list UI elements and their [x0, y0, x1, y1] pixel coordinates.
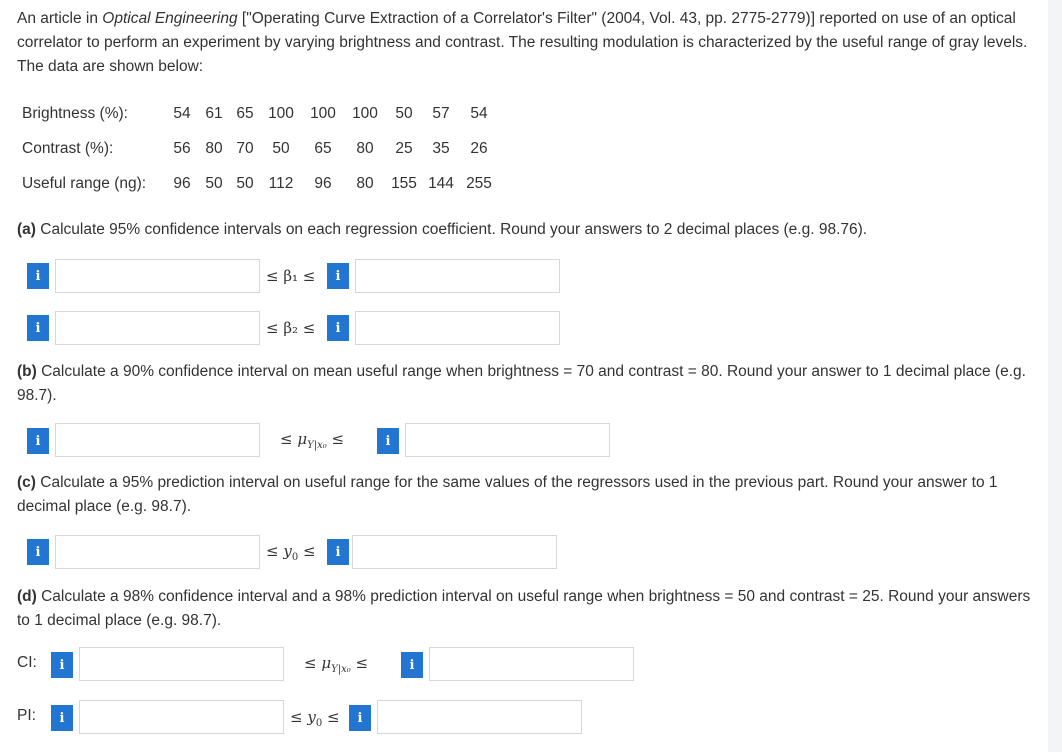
info-icon[interactable]: i: [401, 652, 423, 678]
y0-symbol: ≤ $y_0$ ≤: [266, 542, 316, 563]
scrollbar-track[interactable]: [1048, 0, 1062, 752]
info-icon[interactable]: i: [327, 539, 349, 565]
pi-upper-input-d[interactable]: [377, 700, 582, 734]
info-icon[interactable]: i: [27, 315, 49, 341]
info-icon[interactable]: i: [51, 705, 73, 731]
info-icon[interactable]: i: [51, 652, 73, 678]
mean-ci-upper-input[interactable]: [405, 423, 610, 457]
beta2-symbol: ≤ β₂ ≤: [266, 319, 316, 337]
beta1-upper-input[interactable]: [355, 259, 560, 293]
info-icon[interactable]: i: [27, 263, 49, 289]
beta1-lower-input[interactable]: [55, 259, 260, 293]
ci-lower-input[interactable]: [79, 647, 284, 681]
beta2-lower-input[interactable]: [55, 311, 260, 345]
question-a: (a) Calculate 95% confidence intervals on each regression coefficient. Round your answers to 2 decimal places (e.g. 98.76).: [17, 221, 868, 238]
row-label-useful-range: Useful range (ng):: [22, 174, 147, 192]
info-icon[interactable]: i: [27, 539, 49, 565]
mu-y-given-x0-symbol: ≤ $\mu_{Y|x_0}$ ≤: [304, 654, 369, 675]
journal-name: Optical Engineering: [102, 10, 238, 27]
table-row: Useful range (ng): 96 50 50 112 96 80 155 144 255: [22, 166, 498, 201]
mu-y-given-x0-symbol: ≤ $\mu_{Y|x_0}$ ≤: [280, 430, 345, 451]
row-label-brightness: Brightness (%):: [22, 104, 128, 122]
question-c: (c) Calculate a 95% prediction interval on useful range for the same values of the regressors used in the previous part. Round your answer to 1 decimal place (e.g. 98.7).: [17, 474, 998, 515]
beta2-upper-input[interactable]: [355, 311, 560, 345]
info-icon[interactable]: i: [27, 428, 49, 454]
info-icon[interactable]: i: [327, 315, 349, 341]
beta1-symbol: ≤ β₁ ≤: [266, 267, 316, 285]
question-b: (b) Calculate a 90% confidence interval on mean useful range when brightness = 70 and contrast = 80. Round your answer to 1 decimal place (e.g. 98.7).: [17, 363, 1026, 404]
ci-label: CI:: [17, 654, 37, 671]
pi-lower-input[interactable]: [55, 535, 260, 569]
info-icon[interactable]: i: [377, 428, 399, 454]
table-row: Brightness (%): 54 61 65 100 100 100 50 57 54: [22, 96, 498, 131]
ci-upper-input[interactable]: [429, 647, 634, 681]
y0-symbol: ≤ $y_0$ ≤: [290, 708, 340, 729]
table-row: Contrast (%): 56 80 70 50 65 80 25 35 26: [22, 131, 498, 166]
info-icon[interactable]: i: [327, 263, 349, 289]
problem-intro: An article in Optical Engineering ["Operating Curve Extraction of a Correlator's Filter" (2004, Vol. 43, pp. 2775-2779)] reported on use of an optical correlator to perform an experiment by varying brightness and contrast. The resulting modulation is characterized by the useful range of gray levels. The data are shown below:: [17, 10, 1028, 75]
row-label-contrast: Contrast (%):: [22, 139, 114, 157]
data-table: [22, 96, 498, 201]
mean-ci-lower-input[interactable]: [55, 423, 260, 457]
info-icon[interactable]: i: [349, 705, 371, 731]
question-d: (d) Calculate a 98% confidence interval and a 98% prediction interval on useful range when brightness = 50 and contrast = 25. Round your answers to 1 decimal place (e.g. 98.7).: [17, 588, 1031, 629]
pi-lower-input-d[interactable]: [79, 700, 284, 734]
pi-upper-input[interactable]: [352, 535, 557, 569]
pi-label: PI:: [17, 707, 36, 724]
